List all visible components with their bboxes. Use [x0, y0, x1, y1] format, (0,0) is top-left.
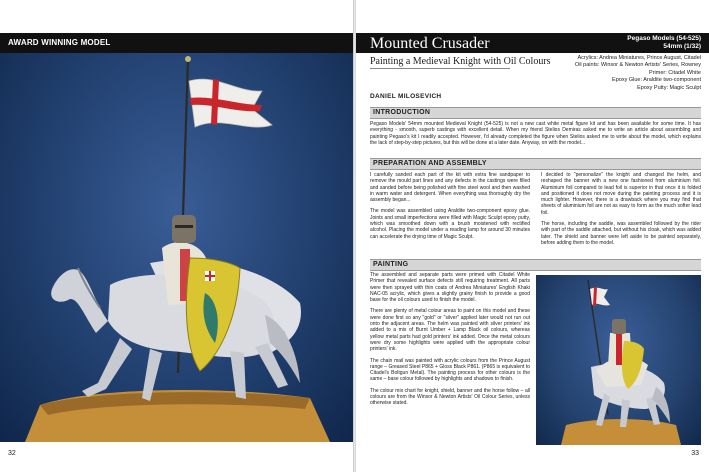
article-title: Mounted Crusader [370, 35, 490, 52]
kit-info [627, 35, 701, 51]
material-oils: Oil paints: Winsor & Newton Artists' Series, Rowney [574, 62, 701, 69]
paragraph: The chain mail was painted with acrylic colours from the Prince August range – Greased Steel P865 + Gloss Black P861. (P865 is equivalent to Citadel's Boltgun Metal). The painting process for other colours is the same – base colour followed by highlights and shadows to finish. [370, 357, 530, 383]
knight-inset-photo [536, 275, 701, 445]
intro-text: Pegaso Models' 54mm mounted Medieval Knight (54-525) is not a new cast white metal figure kit and has been available for some time. It has everything - smooth, superb castings with excellent detail. When my friend Stelios Demiras asked me to write an article about assembling and painting Pegaso's kit I readily accepted. However, I'd already completed the figure when Stelios asked me to write about the model, which explains the lack of step-by-step pictures, but this will be done at a later date. Anyway, on with the model... [370, 121, 701, 146]
materials-list [531, 55, 701, 92]
paragraph: The model was assembled using Araldite two-component epoxy glue. Joints and small imperfections were filled with Magic Sculpt epoxy putty, which was smoothed down with a brush moistened with rectified alcohol. Placing the model under a reading lamp for around 30 minutes can accelerate the drying time of Magic Sculpt. [370, 208, 530, 240]
right-page [356, 0, 709, 472]
mounted-knight-illustration [0, 53, 354, 442]
article-subtitle: Painting a Medieval Knight with Oil Colours [370, 56, 551, 67]
subtitle-rule [370, 68, 510, 69]
section-title: PAINTING [373, 261, 409, 268]
author-name: DANIEL MILOSEVICH [370, 93, 442, 100]
page-number-left: 32 [8, 450, 16, 457]
section-header-preparation [370, 158, 701, 170]
material-glue: Epoxy Glue: Araldite two-component [612, 77, 701, 84]
paragraph: The horse, including the saddle, was assembled followed by the rider with part of the saddle attached, but without his cloak, which was added later. The shield and banner were left aside to be painted separately, before adding them to the model. [541, 221, 701, 246]
section-header-introduction [370, 107, 701, 119]
prep-column-1 [370, 172, 530, 245]
section-label: AWARD WINNING MODEL [8, 38, 111, 47]
material-putty: Epoxy Putty: Magic Sculpt [637, 84, 701, 91]
page-number-right: 33 [691, 450, 699, 457]
paragraph: There are plenty of metal colour areas to paint on this model and these were done first so any "gold" or "silver" applied later would not run out onto the adjacent areas. The helm was painted with silver printers' ink added to a mix of Burnt Umber + Lamp Black oil colours, whereas yellow metal parts had gold printers' ink added. Once the metal colours were dry some highlights were applied with the appropriate colour printers' ink. [370, 308, 530, 353]
knight-inset-illustration [536, 275, 701, 445]
material-acrylics: Acrylics: Andrea Miniatures, Prince August, Citadel [577, 55, 701, 61]
paragraph: The colour mix chart for knight, shield, banner and the horse follow – all colours are from the Winsor & Newton Artists' Oil Colour Series, unless otherwise stated. [370, 387, 530, 407]
knight-photo [0, 53, 354, 442]
paragraph: I decided to "personalize" the knight and changed the helm, and reshaped the banner with a new one fashioned from aluminium foil. Aluminium foil compared to lead foil is superior in that once it is folded and positioned it does not move during the painting process and it is much lighter. However, there is a drawback where you may find that sheets of aluminium foil are not as easy to form as the much softer lead foil. [541, 172, 701, 216]
material-primer: Primer: Citadel White [649, 69, 701, 76]
paragraph: The assembled and separate parts were primed with Citadel White Primer that revealed surface defects still requiring treatment. All parts were then sprayed with thin coats of Andrea Miniatures' English Khaki NAC-05 acrylic, which gives a slightly grainy finish to provide a good base for the oil colours used to finish the model. [370, 272, 530, 304]
kit-maker: Pegaso Models (54-525) [627, 35, 701, 42]
left-header-band [0, 33, 354, 53]
paragraph: I carefully sanded each part of the kit with extra fine sandpaper to remove the mould part lines and any defects in the castings were filled and sanded before being polished with fine steel wool and then washed in warm water and detergent. When everything was thoroughly dry the assembly began... [370, 172, 530, 204]
left-page [0, 0, 354, 472]
painting-column [370, 272, 530, 412]
section-header-painting [370, 259, 701, 271]
kit-scale: 54mm (1/32) [663, 43, 701, 50]
prep-column-2 [541, 172, 701, 251]
intro-paragraph [370, 121, 701, 151]
section-title: INTRODUCTION [373, 109, 431, 116]
section-title: PREPARATION AND ASSEMBLY [373, 160, 487, 167]
